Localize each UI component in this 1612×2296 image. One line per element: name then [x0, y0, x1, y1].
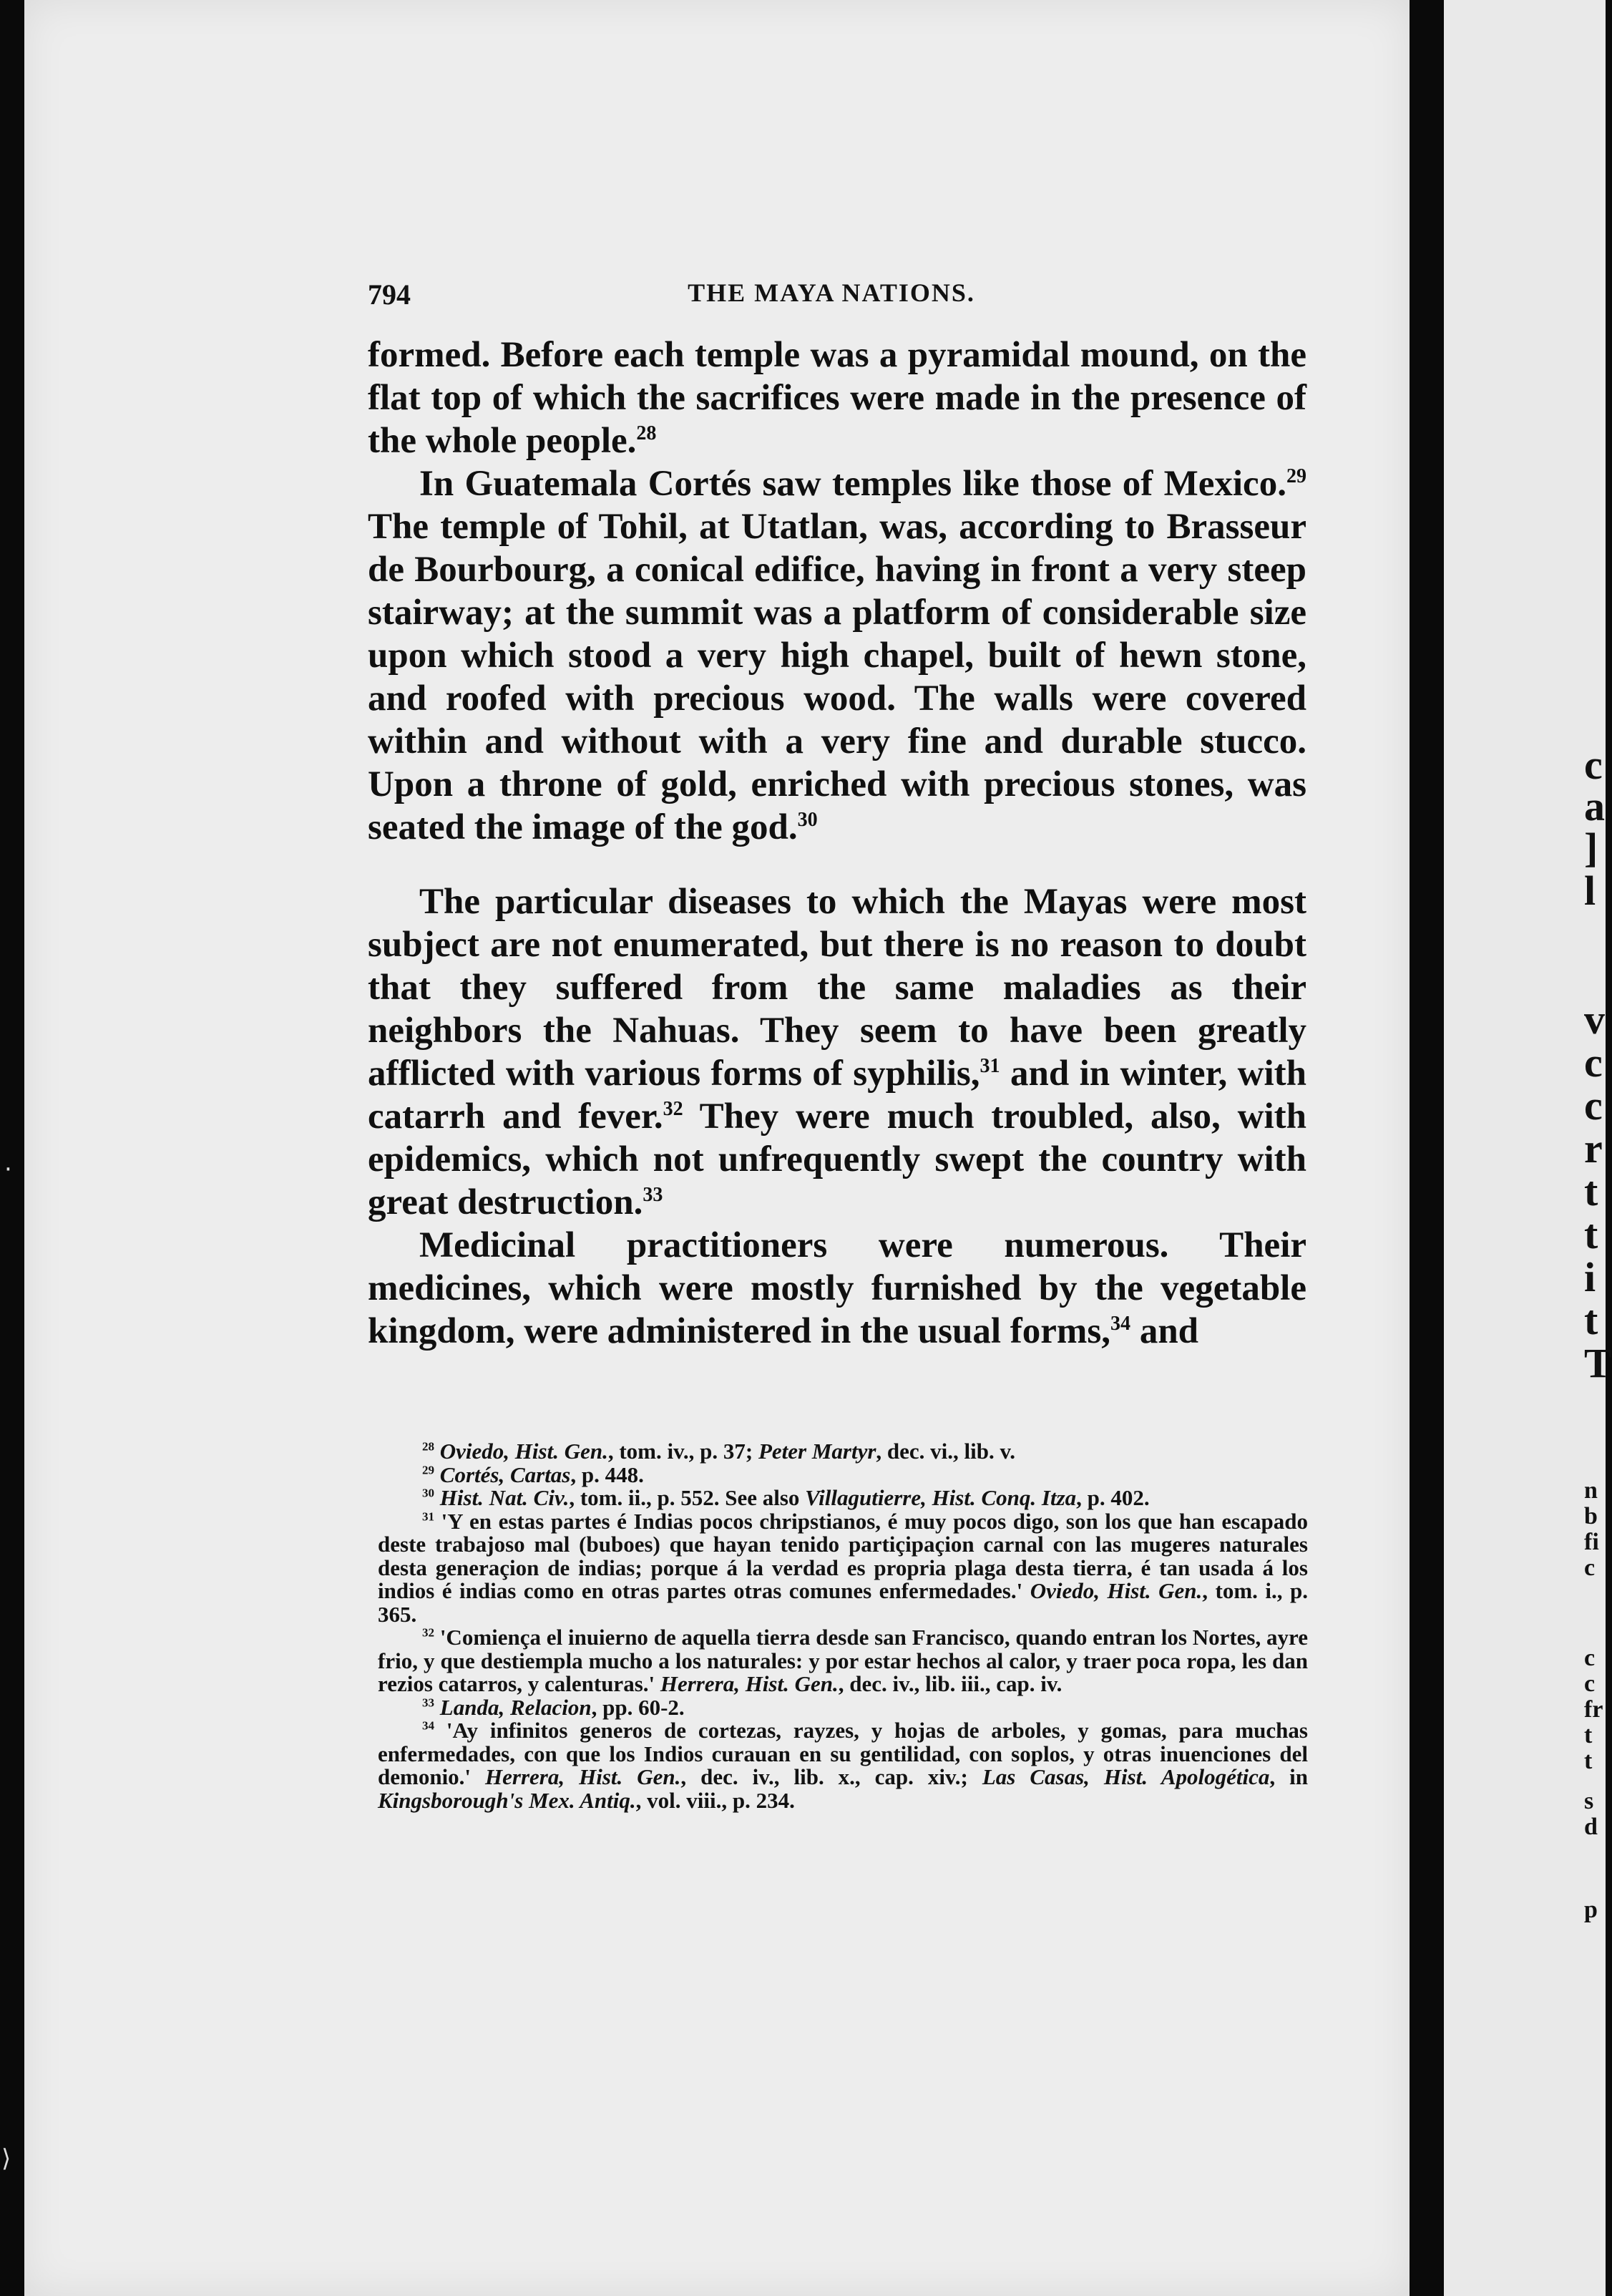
right-fragment: t	[1584, 1297, 1598, 1343]
footnotes	[378, 1440, 1308, 1812]
footnote-ref-31: 31	[980, 1055, 1000, 1077]
footnote-32: $^{32}$ 'Comiença el inuierno de aquella tierra desde san Francisco, quando entran los Nortes, ayre frio, y que destiempla mucho a los naturales: y por estar hechos al calor, y traer poca ropa, les dan rezios catarros, y calenturas.' Herrera, Hist. Gen., dec. iv., lib. iii., cap. iv.	[378, 1625, 1308, 1696]
right-fragment: c	[1584, 1039, 1603, 1086]
footnote-ref-33: 33	[643, 1184, 663, 1206]
footnote-30: $^{30}$ Hist. Nat. Civ., tom. ii., p. 552. See also Villagutierre, Hist. Conq. Itza, p. 402.	[422, 1485, 1150, 1510]
running-title: THE MAYA NATIONS.	[688, 278, 975, 307]
right-fragment: t	[1584, 1748, 1593, 1774]
right-fragment: v	[1584, 996, 1605, 1043]
right-fragment: ]	[1584, 824, 1598, 871]
footnote-ref-29: 29	[1286, 465, 1306, 487]
footnote-31: $^{31}$ 'Y en estas partes é Indias pocos chripstianos, é muy pocos digo, son los que han escapado deste trabajoso mal (buboes) que hayan tenido partiçipaçion carnal con las mugeres naturales desta generaçion de indias; porque á la verdad es propria plaga desta tierra, é tan usada á los indios é indias como en otras partes otras comunes enfermedades.' Oviedo, Hist. Gen., tom. i., p. 365.	[378, 1508, 1308, 1627]
right-fragment: fr	[1584, 1696, 1603, 1723]
right-fragment: p	[1584, 1897, 1598, 1923]
right-page-edge	[1444, 0, 1612, 2296]
footnote-ref-28: 28	[636, 422, 657, 444]
right-fragment: i	[1584, 1254, 1596, 1300]
paragraph-2: In Guatemala Cortés saw temples like those of Mexico.$^{29}$ The temple of Tohil, at Utatlan, was, according to Brasseur de Bourbourg, a conical edifice, having in front a very steep stairway; at the summit was a platform of considerable size upon which stood a very high chapel, built of hewn stone, and roofed with precious wood. The walls were covered within and without with a very fine and durable stucco. Upon a throne of gold, enriched with precious stones, was seated the image of the god.$^{30}$	[368, 464, 1306, 847]
right-fragment: t	[1584, 1722, 1593, 1748]
scan-speck: ⟩	[1, 2144, 11, 2173]
footnote-33: $^{33}$ Landa, Relacion, pp. 60-2.	[422, 1694, 685, 1720]
right-fragment: c	[1584, 1555, 1596, 1581]
right-fragment: d	[1584, 1814, 1598, 1840]
footnote-29: $^{29}$ Cortés, Cartas, p. 448.	[422, 1461, 644, 1487]
scan-speck: ·	[4, 1155, 12, 1184]
right-fragment: t	[1584, 1211, 1598, 1258]
right-fragment: c	[1584, 1082, 1603, 1129]
footnote-ref-30: 30	[797, 809, 818, 831]
right-fragment: t	[1584, 1168, 1598, 1215]
right-fragment: c	[1584, 1645, 1596, 1671]
right-fragment: l	[1584, 867, 1596, 914]
paragraph-4: Medicinal practitioners were numerous. Their medicines, which were mostly furnished by the vegetable kingdom, were administered in the usual forms,$^{34}$ and	[368, 1225, 1306, 1351]
right-fragment: n	[1584, 1477, 1598, 1504]
body-text	[368, 334, 1306, 1353]
right-fragment: T	[1584, 1340, 1612, 1386]
right-fragment: fi	[1584, 1529, 1599, 1555]
page-header	[343, 278, 1319, 313]
footnote-34: $^{34}$ 'Ay infinitos generos de cortezas, rayzes, y hojas de arboles, y gomas, para muchas enfermedades, con que los Indios curauan en su gentilidad, con soplos, y otras inuenciones del demonio.' Herrera, Hist. Gen., dec. iv., lib. x., cap. xiv.; Las Casas, Hist. Apologética, in Kingsborough's Mex. Antiq., vol. viii., p. 234.	[378, 1718, 1309, 1813]
right-fragment: s	[1584, 1788, 1594, 1814]
paragraph-3: The particular diseases to which the Mayas were most subject are not enumerated, but there is no reason to doubt that they suffered from the same maladies as their neighbors the Nahuas. They seem to have been greatly afflicted with various forms of syphilis,$^{31}$ and in winter, with catarrh and fever.$^{32}$ They were much troubled, also, with epidemics, which not unfrequently swept the country with great destruction.$^{33}$	[368, 882, 1307, 1222]
left-page	[24, 0, 1410, 2296]
right-fragment: r	[1584, 1125, 1603, 1172]
page-number: 794	[368, 278, 411, 311]
right-fragment: a	[1584, 783, 1605, 830]
paragraph-1: formed. Before each temple was a pyramidal mound, on the flat top of which the sacrifices were made in the presence of the whole people.$^{28}$	[368, 335, 1306, 461]
footnote-ref-32: 32	[663, 1098, 683, 1120]
right-fragment: c	[1584, 1670, 1596, 1697]
footnote-28: $^{28}$ Oviedo, Hist. Gen., tom. iv., p. 37; Peter Martyr, dec. vi., lib. v.	[422, 1439, 1016, 1464]
right-fragment: c	[1584, 741, 1603, 788]
footnote-ref-34: 34	[1110, 1313, 1131, 1335]
right-fragment: b	[1584, 1503, 1598, 1529]
